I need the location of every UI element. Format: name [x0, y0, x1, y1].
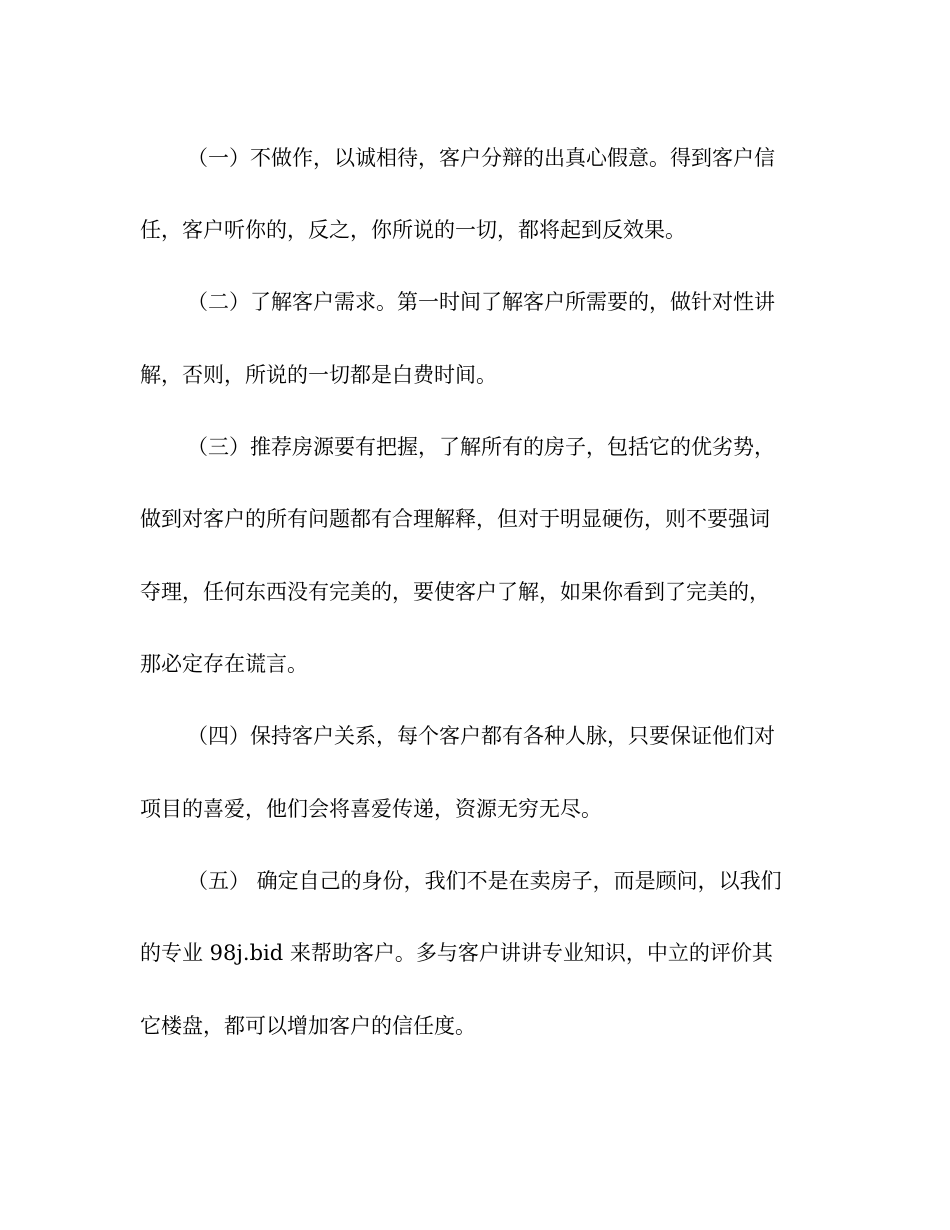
paragraph-4-line-2: 项目的喜爱，他们会将喜爱传递，资源无穷无尽。 [140, 797, 602, 821]
paragraph-5-line-1: （五） 确定自己的身份，我们不是在卖房子，而是顾问，以我们 [187, 869, 782, 893]
paragraph-4-line-1: （四）保持客户关系，每个客户都有各种人脉，只要保证他们对 [187, 724, 775, 748]
paragraph-3-line-3: 夺理，任何东西没有完美的，要使客户了解，如果你看到了完美的， [140, 580, 770, 604]
paragraph-1-line-1: （一）不做作，以诚相待，客户分辩的出真心假意。得到客户信 [187, 146, 775, 170]
paragraph-3-line-4: 那必定存在谎言。 [140, 652, 308, 676]
paragraph-2-line-1: （二）了解客户需求。第一时间了解客户所需要的，做针对性讲 [187, 290, 775, 314]
paragraph-5-line-2: 的专业 98j.bid 来帮助客户。多与客户讲讲专业知识，中立的评价其 [140, 941, 773, 965]
paragraph-5-line-3: 它楼盘，都可以增加客户的信任度。 [140, 1014, 476, 1038]
paragraph-2-line-2: 解，否则，所说的一切都是白费时间。 [140, 363, 497, 387]
paragraph-3-line-2: 做到对客户的所有问题都有合理解释，但对于明显硬伤，则不要强词 [140, 507, 770, 531]
paragraph-1-line-2: 任，客户听你的，反之，你所说的一切，都将起到反效果。 [140, 218, 686, 242]
paragraph-3-line-1: （三）推荐房源要有把握，了解所有的房子，包括它的优劣势， [187, 435, 775, 459]
